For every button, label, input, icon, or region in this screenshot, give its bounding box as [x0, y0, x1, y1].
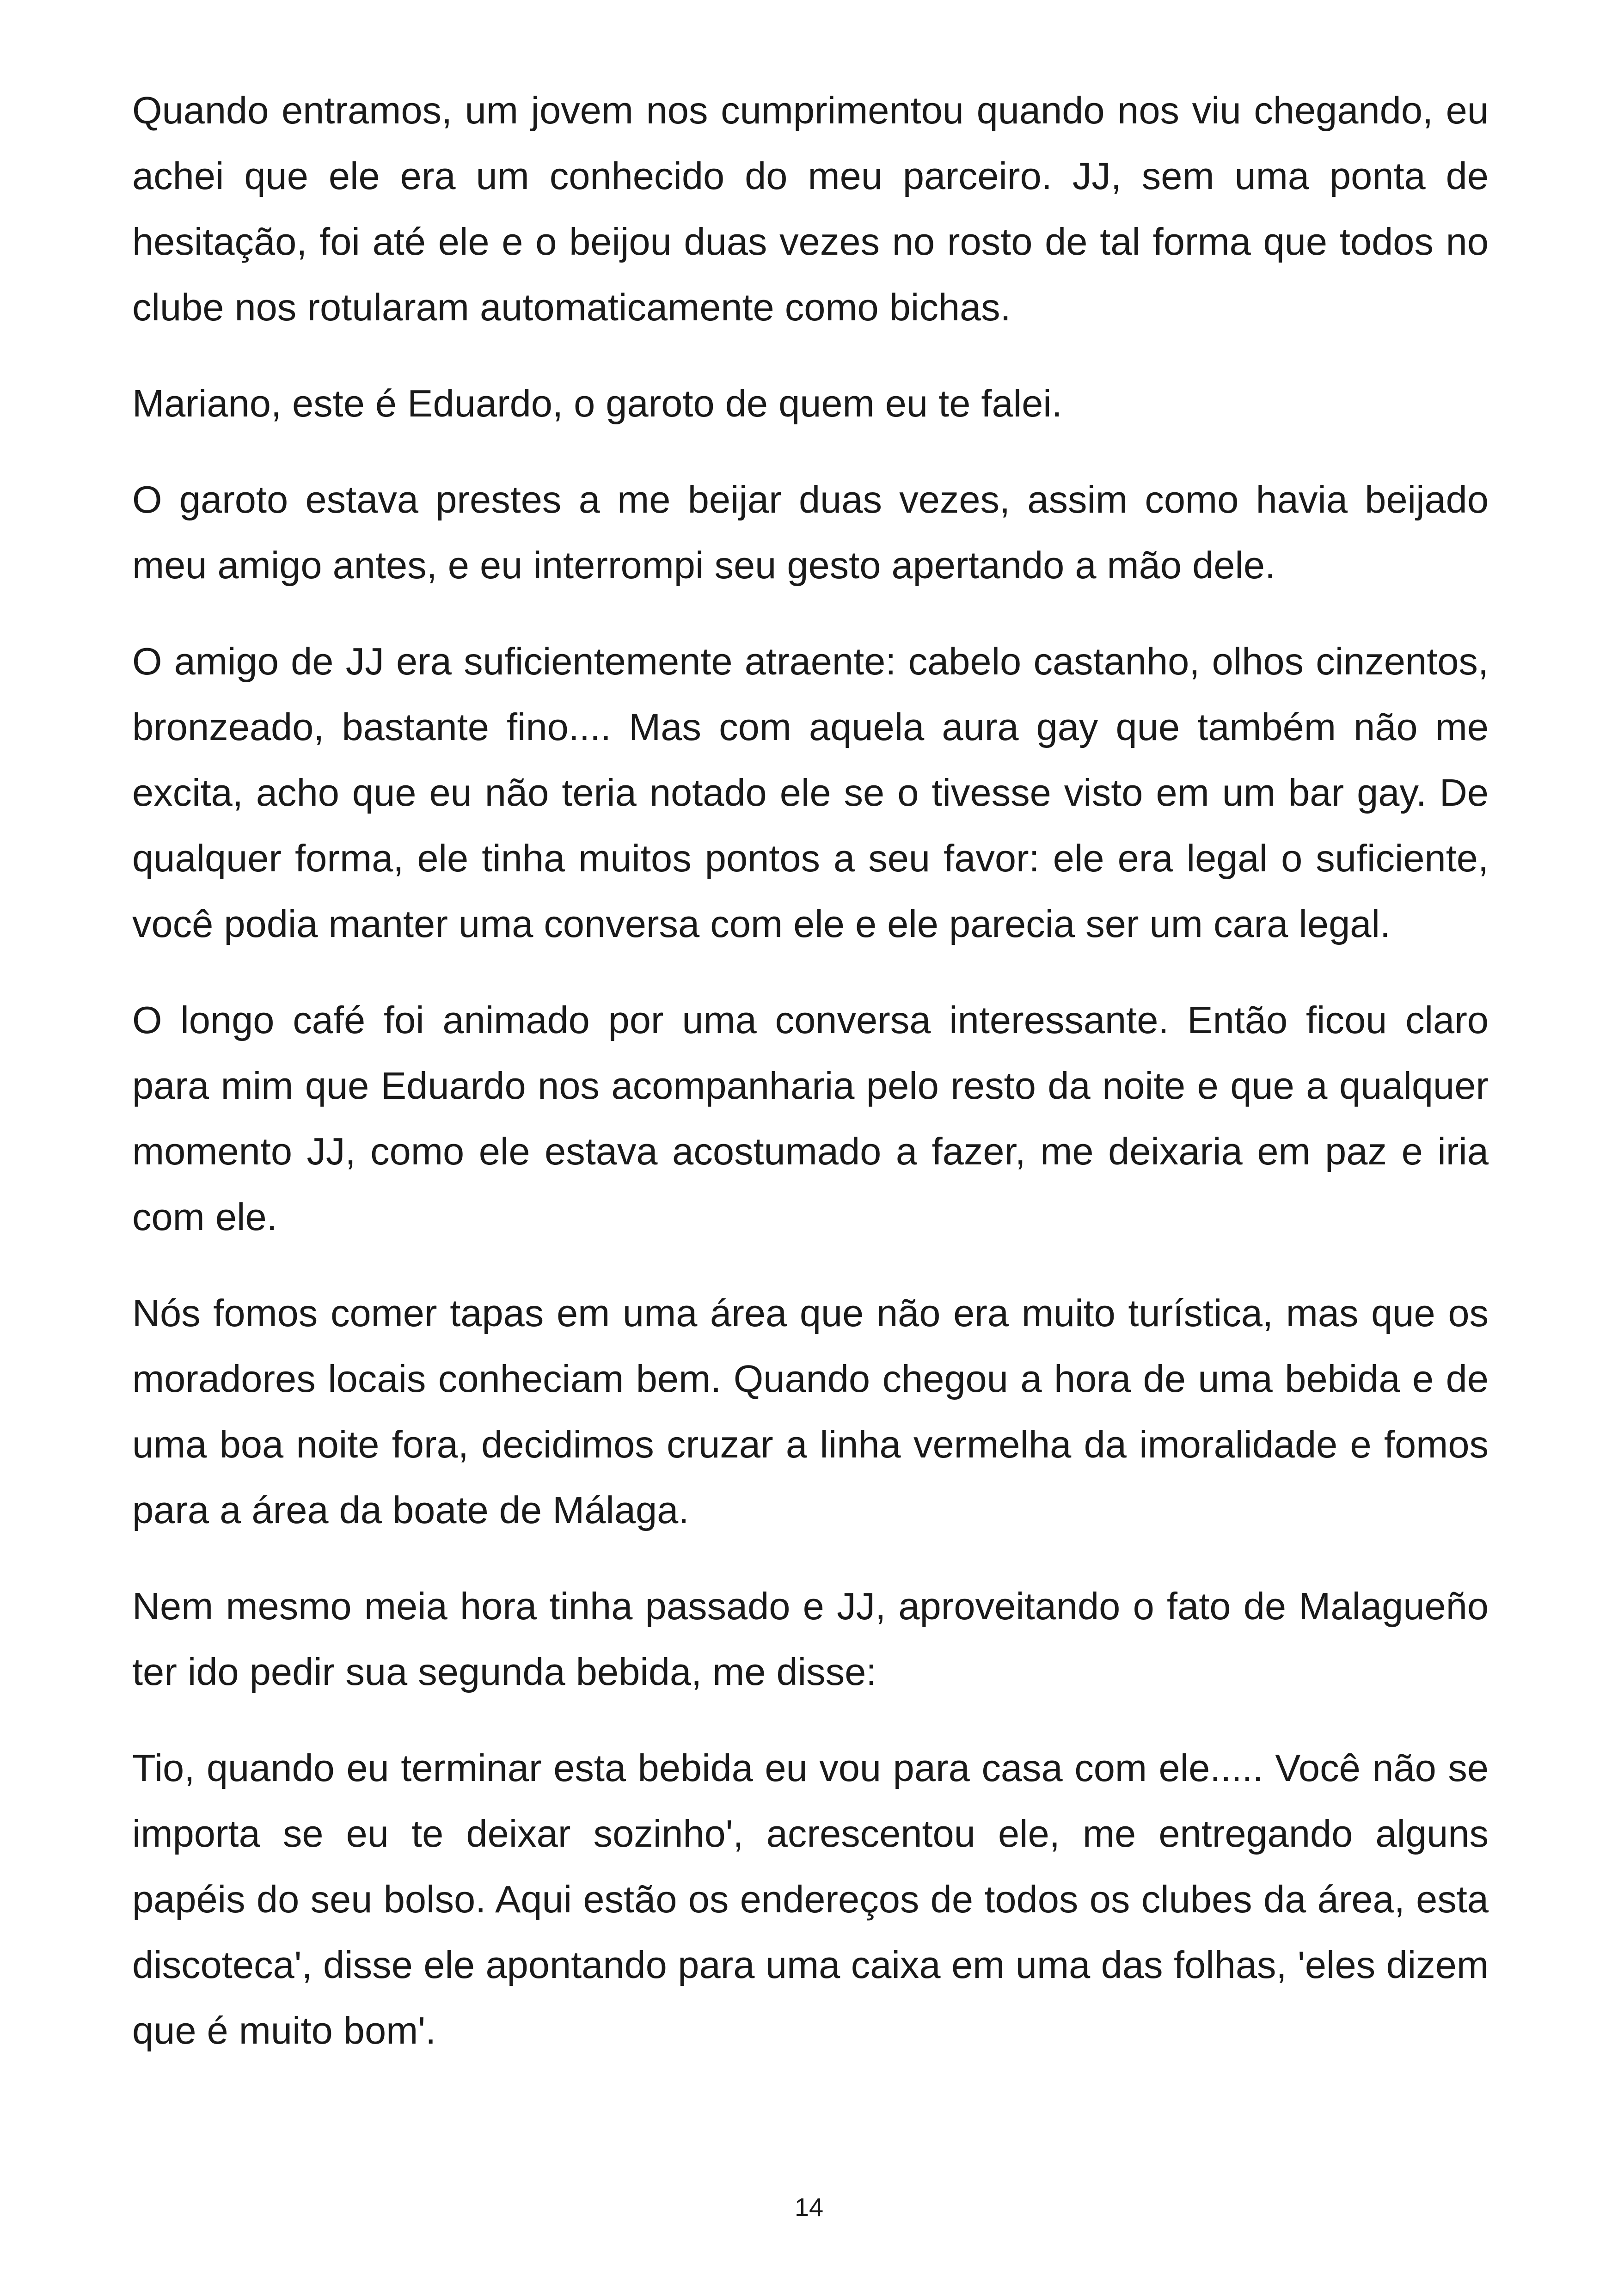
page-number: 14: [794, 2192, 824, 2222]
paragraph-8: Tio, quando eu terminar esta bebida eu vou para casa com ele..... Você não se importa se eu te deixar sozinho', acrescentou ele, me entregando alguns papéis do seu bolso. Aqui estão os endereços de todos os clubes da área, esta discoteca', disse ele apontando para uma caixa em uma das folhas, 'eles dizem que é muito bom'.: [132, 1746, 1489, 2052]
paragraph-1: Quando entramos, um jovem nos cumprimentou quando nos viu chegando, eu achei que ele era um conhecido do meu parceiro. JJ, sem uma ponta de hesitação, foi até ele e o beijou duas vezes no rosto de tal forma que todos no clube nos rotularam automaticamente como bichas.: [132, 89, 1489, 329]
body-text: [132, 78, 1489, 2094]
paragraph-7: Nem mesmo meia hora tinha passado e JJ, aproveitando o fato de Malagueño ter ido pedir sua segunda bebida, me disse:: [132, 1585, 1489, 1693]
paragraph-6: Nós fomos comer tapas em uma área que não era muito turística, mas que os moradores locais conheciam bem. Quando chegou a hora de uma bebida e de uma boa noite fora, decidimos cruzar a linha vermelha da imoralidade e fomos para a área da boate de Málaga.: [132, 1292, 1489, 1531]
paragraph-3: O garoto estava prestes a me beijar duas vezes, assim como havia beijado meu amigo antes, e eu interrompi seu gesto apertando a mão dele.: [132, 478, 1489, 587]
paragraph-2: Mariano, este é Eduardo, o garoto de quem eu te falei.: [132, 382, 1062, 425]
paragraph-5: O longo café foi animado por uma conversa interessante. Então ficou claro para mim que Eduardo nos acompanharia pelo resto da noite e que a qualquer momento JJ, como ele estava acostumado a fazer, me deixaria em paz e iria com ele.: [132, 998, 1489, 1238]
paragraph-4: O amigo de JJ era suficientemente atraente: cabelo castanho, olhos cinzentos, bronzeado, bastante fino.... Mas com aquela aura gay que também não me excita, acho que eu não teria notado ele se o tivesse visto em um bar gay. De qualquer forma, ele tinha muitos pontos a seu favor: ele era legal o suficiente, você podia manter uma conversa com ele e ele parecia ser um cara legal.: [132, 640, 1489, 945]
